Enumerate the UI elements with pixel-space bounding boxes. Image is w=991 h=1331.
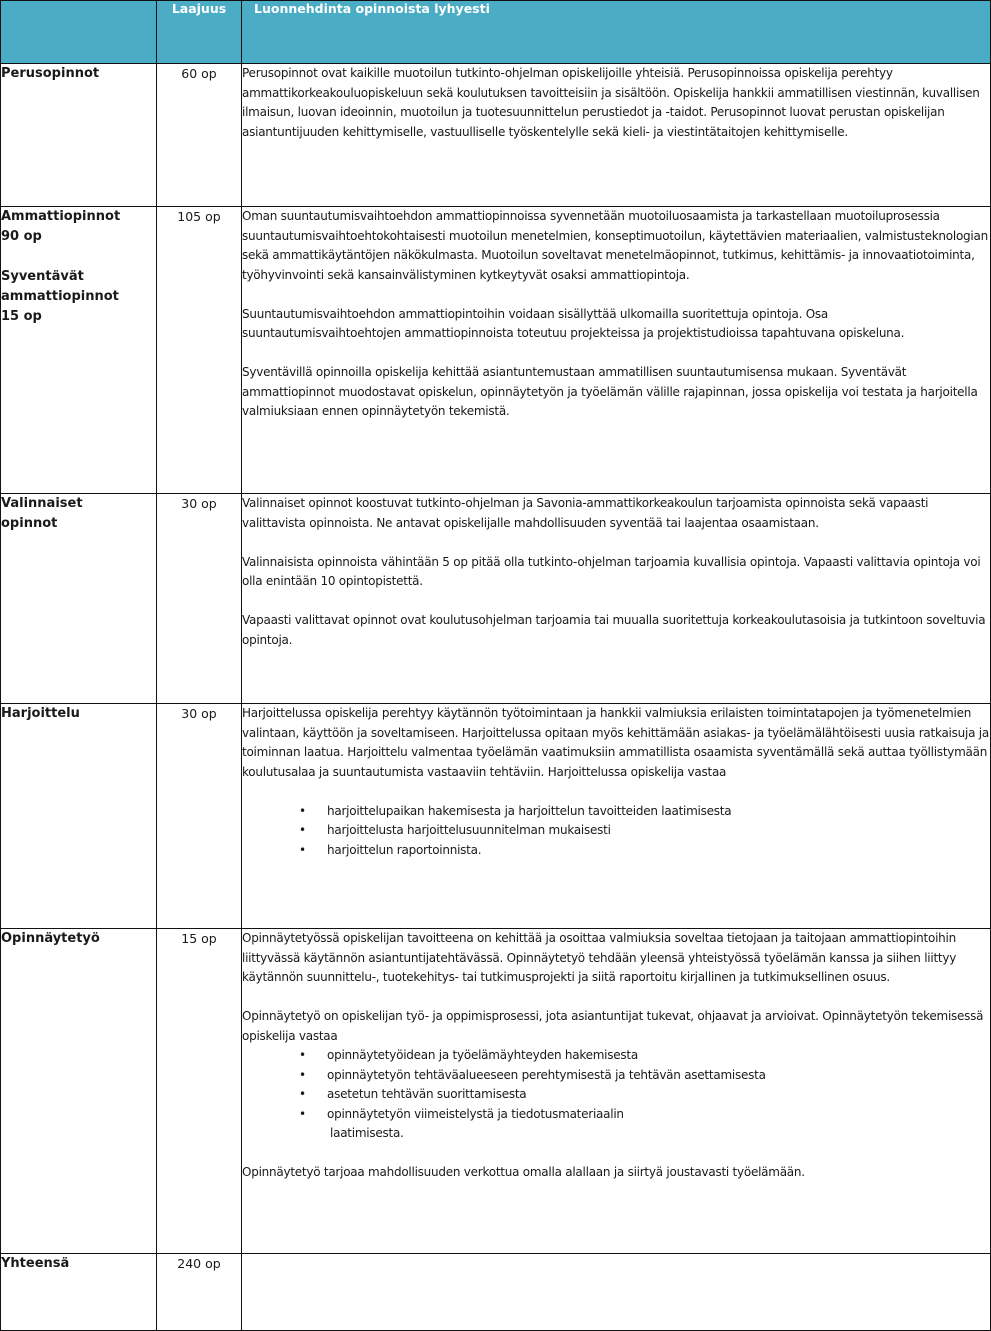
header-description-cell: Luonnehdinta opinnoista lyhyesti [242,1,991,64]
bullet-item: • harjoittelupaikan hakemisesta ja harjoittelun tavoitteiden laatimisesta [327,802,990,822]
description-paragraph: Valinnaiset opinnot koostuvat tutkinto-ohjelman ja Savonia-ammattikorkeakoulun tarjoamista opinnoista sekä vapaasti valittavista opinnoista. Ne antavat opiskelijalle mahdollisuuden syventää tai laajentaa osaamistaan. [242,496,929,530]
row-subname-text: Syventävät [1,269,84,284]
row-description [242,494,991,704]
row-credits: 15 op [157,929,242,1254]
table-row-yhteensa [1,1254,991,1331]
row-description [242,64,991,207]
bullet-item: • opinnäytetyön tehtäväalueeseen perehtymisestä ja tehtävän asettamisesta [327,1066,990,1086]
row-name [1,494,157,704]
header-name-cell [1,1,157,64]
row-name-credits: 90 op [1,229,42,244]
bullet-item: • asetetun tehtävän suorittamisesta [327,1085,990,1105]
row-description [242,704,991,929]
header-credits-cell: Laajuus [157,1,242,64]
description-paragraph: Opinnäytetyö on opiskelijan työ- ja oppimisprosessi, jota asiantuntijat tukevat, ohjaavat ja arvioivat. Opinnäytetyön tekemisessä opiskelija vastaa [242,1009,984,1043]
table-row-ammattiopinnot [1,207,991,494]
description-paragraph: Suuntautumisvaihtoehdon ammattiopintoihin voidaan sisällyttää ulkomailla suoritettuja opintoja. Osa suuntautumisvaihtoehtojen ammattiopinnoista toteutuu projekteissa ja projektistudioissa tapahtuvana opiskeluna. [242,306,905,340]
table-row-harjoittelu [1,704,991,929]
table-row-perusopinnot [1,64,991,207]
row-description [242,929,991,1254]
row-subname-text-2: ammattiopinnot [1,289,119,304]
description-paragraph: Perusopinnot ovat kaikille muotoilun tutkinto-ohjelman opiskelijoille yhteisiä. Perusopinnoissa opiskelija perehtyy ammattikorkeakouluopiskeluun sekä koulutuksen tavoitteisiin ja sisältöön. Opiskelija hankkii ammatillisen viestinnän, kuvallisen ilmaisun, luovan ideoinnin, muotoilun ja tuotesuunnittelun perustiedot ja -taidot. Perusopinnot luovat perustan opiskelijan asiantuntijuuden kehittymiselle, vastuulliselle työskentelylle sekä kieli- ja viestintätaitojen kehittymiselle. [242,66,980,139]
row-credits: 60 op [157,64,242,207]
row-name [1,64,157,207]
table-row-opinnaytetyo [1,929,991,1254]
row-description [242,207,991,494]
description-closing: Opinnäytetyö tarjoaa mahdollisuuden verkottua omalla alallaan ja siirtyä joustavasti työelämään. [242,1165,805,1179]
description-paragraph: Vapaasti valittavat opinnot ovat koulutusohjelman tarjoamia tai muualla suoritettuja korkeakoulutasoisia ja tutkintoon soveltuvia opintoja. [242,613,986,647]
row-subname-credits: 15 op [1,309,42,324]
row-name-text: Perusopinnot [1,66,100,81]
bullet-item: • harjoittelusta harjoittelusuunnitelman mukaisesti [327,821,990,841]
bullet-list [242,802,990,861]
description-paragraph: Opinnäytetyössä opiskelijan tavoitteena on kehittää ja osoittaa valmiuksia soveltaa tietojaan ja taitojaan ammattiopintoihin liittyvässä käytännön asiantuntijatehtävässä. Opinnäytetyö tehdään yleensä yhteistyössä työelämän kanssa ja siihen liittyy käytännön suunnittelu-, tuotekehitys- tai tutkimusprojekti ja siitä raportoitu kirjallinen ja tutkimuksellinen osuus. [242,931,957,984]
bullet-item: • harjoittelun raportoinnista. [327,841,990,861]
row-name [1,207,157,494]
description-paragraph: Oman suuntautumisvaihtoehdon ammattiopinnoissa syvennetään muotoiluosaamista ja tarkastellaan muotoiluprosessia suuntautumisvaihtoehtokohtaisesti muotoilun menetelmien, konseptimuotoilun, käytettävien materiaalien, valmistusteknologian sekä ammattikäytäntöjen näkökulmasta. Muotoilun soveltavat menetelmäopinnot, tutkimus, kehittämis- ja innovaatiotoiminta, työhyvinvointi sekä kansainvälistyminen kytkeytyvät osaksi ammattiopintoja. [242,209,988,282]
row-name [1,1254,157,1331]
description-paragraph: Syventävillä opinnoilla opiskelija kehittää asiantuntemustaan ammatillisen suuntautumisensa mukaan. Syventävät ammattiopinnot muodostavat opiskelun, opinnäytetyön ja työelämän välille rajapinnan, jossa opiskelija voi testata ja harjoitella valmiuksiaan ennen opinnäytetyön tekemistä. [242,365,978,418]
row-name [1,929,157,1254]
row-credits: 30 op [157,704,242,929]
description-paragraph: Valinnaisista opinnoista vähintään 5 op pitää olla tutkinto-ohjelman tarjoamia kuvallisia opintoja. Vapaasti valittavia opintoja voi olla enintään 10 opintopistettä. [242,554,981,588]
row-credits: 105 op [157,207,242,494]
row-name-text-2: opinnot [1,516,58,531]
row-name-text: Harjoittelu [1,706,80,721]
row-name [1,704,157,929]
bullet-item: • opinnäytetyön viimeistelystä ja tiedotusmateriaalin [327,1105,990,1125]
bullet-item: • opinnäytetyöidean ja työelämäyhteyden hakemisesta [327,1046,990,1066]
row-name-text: Ammattiopinnot [1,209,121,224]
table-header-row [1,1,991,64]
row-description-empty [242,1254,991,1331]
row-name-text: Opinnäytetyö [1,931,100,946]
description-paragraph: Harjoittelussa opiskelija perehtyy käytännön työtoimintaan ja hankkii valmiuksia erilaisten toimintatapojen ja työmenetelmien valintaan, käyttöön ja soveltamiseen. Harjoittelussa opitaan myös kehittämään asiakas- ja työelämälähtöisesti uusia ratkaisuja ja toiminnan laatua. Harjoittelu valmentaa työelämän vaatimuksiin ammatillista osaamista syventämällä sekä auttaa työllistymään koulutusalaa ja suuntautumista vastaaviin tehtäviin. Harjoittelussa opiskelija vastaa [242,706,989,779]
row-credits: 240 op [157,1254,242,1331]
bullet-item-continuation: laatimisesta. [330,1126,404,1140]
row-name-text: Valinnaiset [1,496,83,511]
row-name-text: Yhteensä [1,1256,70,1271]
table-row-valinnaiset-opinnot [1,494,991,704]
bullet-list [242,1046,990,1144]
row-credits: 30 op [157,494,242,704]
